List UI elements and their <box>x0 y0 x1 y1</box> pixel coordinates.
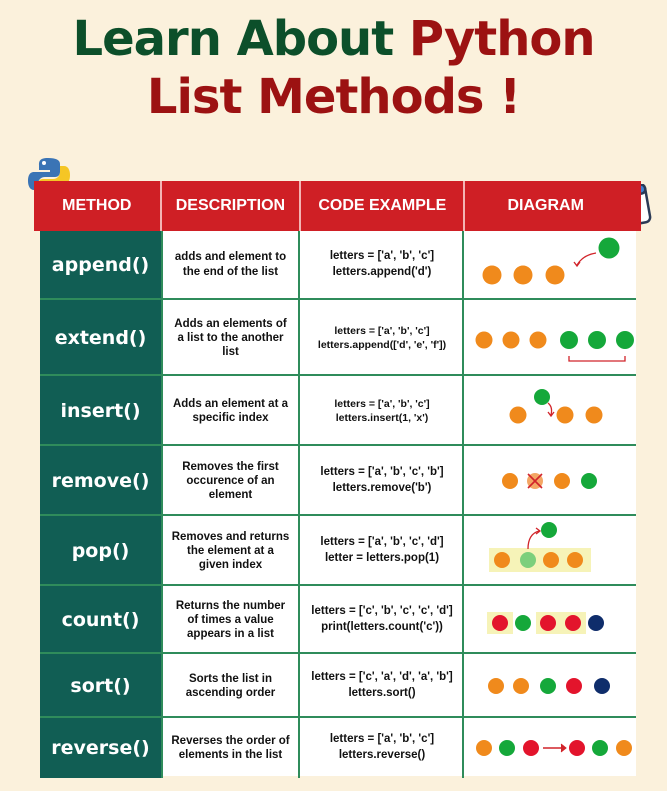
table-row-append <box>40 231 636 298</box>
header-code-example: CODE EXAMPLE <box>301 181 465 231</box>
method-description: Removes the first occurence of an element <box>161 446 298 516</box>
method-name: insert() <box>40 376 161 446</box>
method-description: Reverses the order of elements in the list <box>161 718 298 778</box>
diagram-insert <box>462 376 638 446</box>
code-line: letters.insert(1, 'x') <box>335 412 429 424</box>
table-row-count <box>40 584 636 654</box>
diagram-reverse <box>462 718 638 778</box>
code-line: letters = ['a', 'b', 'c'] <box>334 324 430 337</box>
code-line: letters = ['a', 'b', 'c', 'b'] <box>320 466 444 479</box>
code-line: letters = ['a', 'b', 'c'] <box>329 733 435 746</box>
code-line: print(letters.count('c')) <box>321 621 443 633</box>
table-row-insert <box>40 374 636 446</box>
table-header <box>34 181 641 231</box>
code-example <box>298 376 464 446</box>
code-example <box>298 446 464 516</box>
code-line: letters = ['a', 'b', 'c', 'd'] <box>320 536 444 549</box>
header-diagram: DIAGRAM <box>507 197 584 214</box>
code-line: letter = letters.pop(1) <box>324 552 440 564</box>
diagram-append <box>462 231 638 298</box>
method-name: count() <box>40 586 161 654</box>
method-description: Adds an elements of a list to the another list <box>161 300 298 376</box>
diagram-count <box>462 586 638 654</box>
table-row-pop <box>40 514 636 586</box>
method-name: sort() <box>40 654 161 718</box>
diagram-remove <box>462 446 638 516</box>
header-method: METHOD <box>34 181 162 231</box>
code-line: letters.remove('b') <box>332 482 432 494</box>
diagram-pop <box>462 516 638 586</box>
method-description: Adds an element at a specific index <box>161 376 298 446</box>
table-row-extend <box>40 298 636 376</box>
table-row-reverse <box>40 716 636 778</box>
title-part-python: Python <box>408 11 595 67</box>
code-line: letters = ['c', 'b', 'c', 'c', 'd'] <box>311 605 453 618</box>
code-line: letters.reverse() <box>338 749 426 761</box>
title-part-learn-about: Learn About <box>72 11 409 67</box>
method-name: pop() <box>40 516 161 586</box>
title-line-list-methods: List Methods ! <box>146 68 521 125</box>
code-line: letters = ['c', 'a', 'd', 'a', 'b'] <box>311 671 453 684</box>
method-description: adds and element to the end of the list <box>161 231 298 298</box>
method-description: Sorts the list in ascending order <box>161 654 298 718</box>
diagram-sort <box>462 654 638 718</box>
code-example <box>298 300 464 376</box>
method-name: append() <box>40 231 161 298</box>
table-row-remove <box>40 444 636 516</box>
header-description: DESCRIPTION <box>162 181 302 231</box>
table-row-sort <box>40 652 636 718</box>
code-example <box>298 586 464 654</box>
code-line: letters.append(['d', 'e', 'f']) <box>317 339 447 351</box>
code-example <box>298 231 464 298</box>
method-description: Returns the number of times a value appears in a list <box>161 586 298 654</box>
page-title <box>0 11 667 125</box>
code-example <box>298 516 464 586</box>
method-description: Removes and returns the element at a given index <box>161 516 298 586</box>
code-line: letters.sort() <box>348 687 416 699</box>
code-line: letters = ['a', 'b', 'c'] <box>334 397 430 410</box>
diagram-extend <box>462 300 638 376</box>
method-name: remove() <box>40 446 161 516</box>
code-example <box>298 654 464 718</box>
code-line: letters = ['a', 'b', 'c'] <box>329 249 435 262</box>
code-example <box>298 718 464 778</box>
method-name: reverse() <box>40 718 161 778</box>
methods-table <box>40 231 636 776</box>
code-line: letters.append('d') <box>332 265 432 278</box>
method-name: extend() <box>40 300 161 376</box>
